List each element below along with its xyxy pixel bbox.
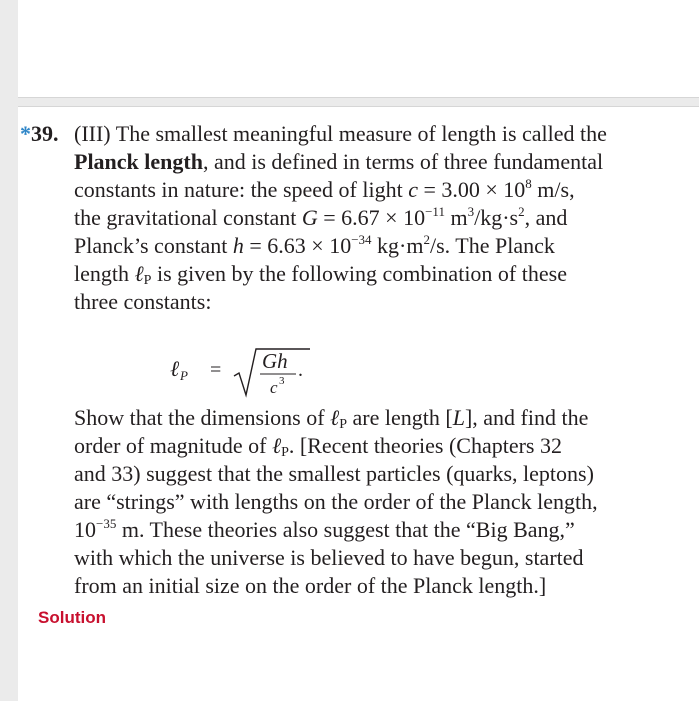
term-planck-length: Planck length [74,149,203,174]
problem-line: and 33) suggest that the smallest particles (quarks, leptons) [74,461,594,486]
problem-line: order of magnitude of ℓ$_P$. [Recent theories (Chapters 32 [74,433,562,460]
previous-answer-panel [18,0,699,98]
formula-denominator: c [270,378,278,397]
problem-line: constants in nature: the speed of light $c = 3.00 \times 10^8$ m/s, [74,176,575,202]
formula-lhs-subscript: P [180,368,188,383]
problem-line: length ℓ$_P$ is given by the following combination of these [74,261,567,288]
problem-line: three constants: [74,289,212,314]
formula-period: . [298,359,303,381]
problem-line: the gravitational constant $G = 6.67 \times 10^{-11}$ $m^3/kg\cdot s^2$, and [74,204,568,230]
starred-marker: * [20,121,31,146]
formula-numerator: Gh [262,349,288,373]
problem-line: Planck length, and is defined in terms of three fundamental [74,149,604,174]
solution-heading: Solution [38,608,106,627]
problem-number: *39. [20,121,59,146]
problem-line: Planck’s constant $h = 6.63 \times 10^{-34}$ $kg\cdot m^2/s$. The Planck [74,232,555,258]
problem-line: from an initial size on the order of the Planck length.] [74,573,547,598]
formula-equals: = [210,359,222,381]
formula-denominator-exponent: 3 [279,375,285,387]
problem-line: $10^{-35}$ m. These theories also suggest that the “Big Bang,” [74,516,575,542]
planck-length-formula [170,343,390,399]
problem-line: (III) The smallest meaningful measure of length is called the [74,121,607,146]
problem-line: Show that the dimensions of ℓ$_P$ are length [L], and find the [74,405,589,432]
formula-lhs: ℓ [170,356,180,381]
problem-panel [18,106,699,701]
problem-line: with which the universe is believed to have begun, started [74,545,584,570]
problem-line: are “strings” with lengths on the order of the Planck length, [74,489,598,514]
